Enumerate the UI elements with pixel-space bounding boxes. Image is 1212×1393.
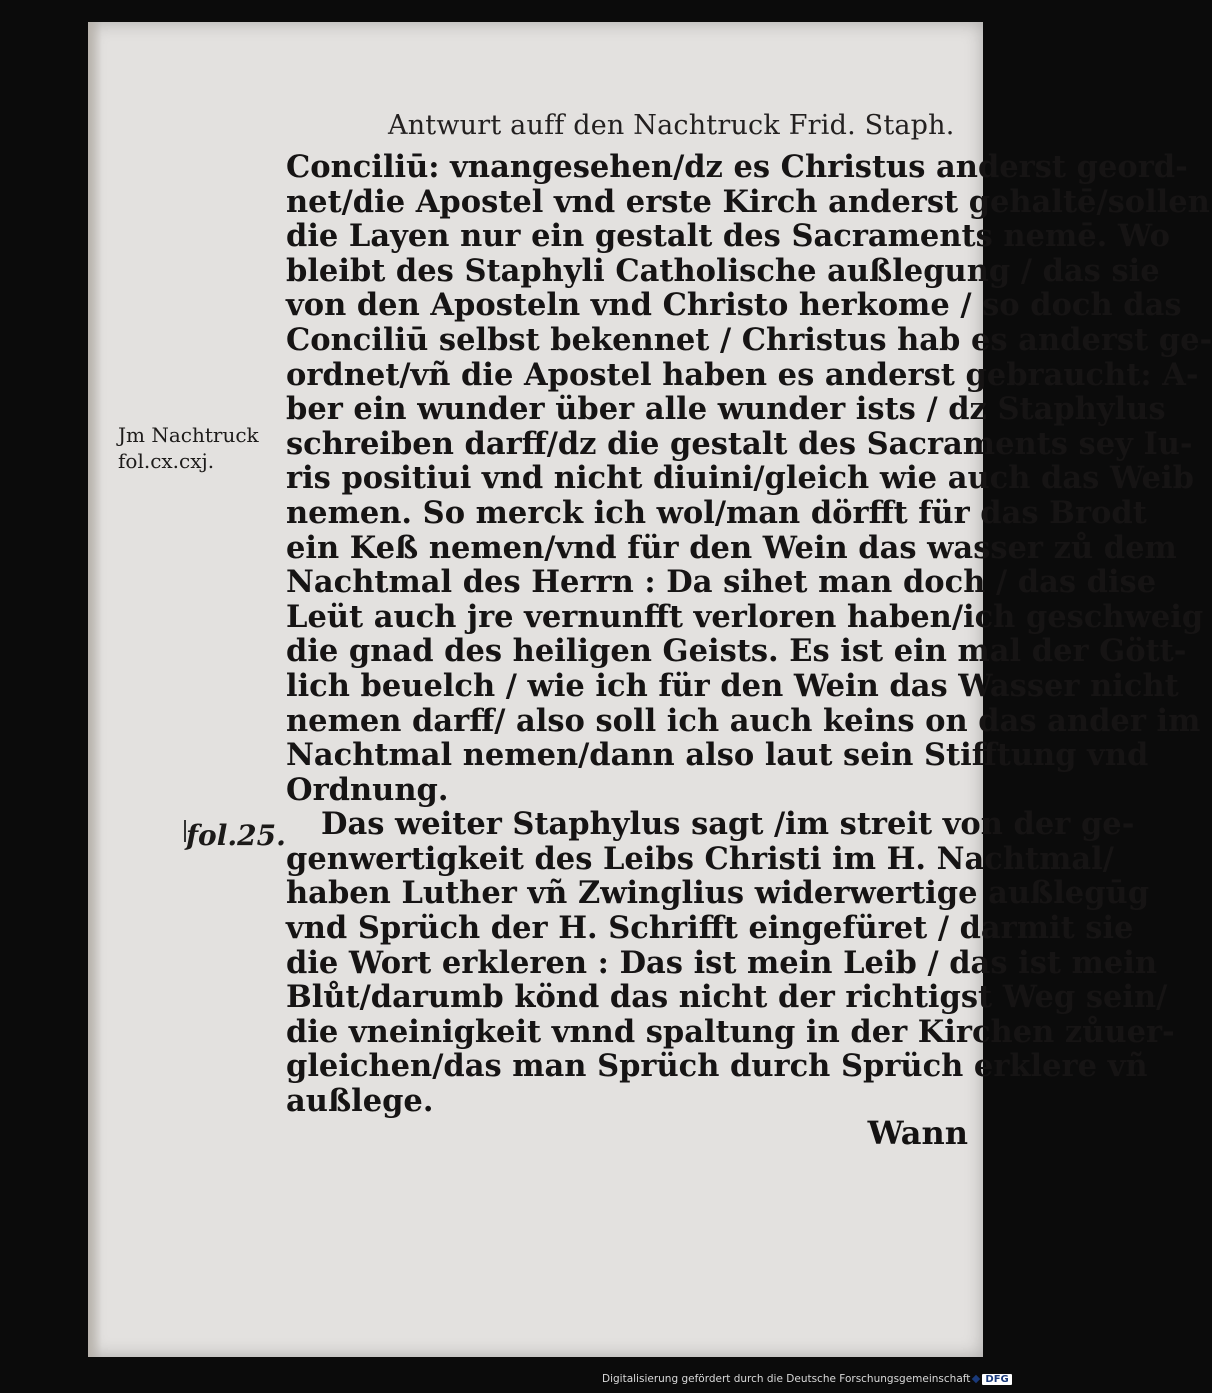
text-line: Leüt auch jre vernunfft verloren haben/ich geschweig (286, 598, 1204, 635)
text-line: von den Aposteln vnd Christo herkome / so doch das (286, 287, 1182, 324)
text-line: net/die Apostel vnd erste Kirch anderst gehaltē/sollen (286, 183, 1210, 220)
text-line: nemen. So merck ich wol/man dörfft für das Brodt (286, 494, 1147, 531)
margin-note (118, 422, 268, 474)
text-line: Das weiter Staphylus sagt /im streit von der ge- (321, 806, 1135, 843)
text-line: Blůt/darumb könd das nicht der richtigst Weg sein/ (286, 979, 1168, 1016)
margin-note-line: fol.cx.cxj. (118, 449, 215, 473)
main-text (286, 149, 1212, 1120)
footer-text: Digitalisierung gefördert durch die Deutsche Forschungsgemeinschaft (602, 1373, 971, 1385)
text-line: Conciliū selbst bekennet / Christus hab es anderst ge- (286, 321, 1212, 358)
text-line: bleibt des Staphyli Catholische außlegung / das sie (286, 252, 1160, 289)
funding-footer (602, 1373, 1012, 1391)
margin-note-line: Jm Nachtruck (118, 423, 259, 447)
dfg-logo: DFG (982, 1374, 1011, 1385)
dfg-diamond-icon (972, 1375, 980, 1383)
text-line: ris positiui vnd nicht diuini/gleich wie auch das Weib (286, 460, 1194, 497)
text-line: Conciliū: vnangesehen/dz es Christus anderst geord- (286, 149, 1188, 185)
text-line: haben Luther vñ Zwinglius widerwertige außlegūg (286, 875, 1150, 912)
catchword: Wann (867, 1114, 968, 1152)
text-line: ordnet/vñ die Apostel haben es anderst gebraucht: A- (286, 356, 1199, 393)
text-line: nemen darff/ also soll ich auch keins on das ander im (286, 702, 1201, 739)
text-line: außlege. (286, 1083, 434, 1120)
text-line: die Wort erkleren : Das ist mein Leib / das ist mein (286, 944, 1158, 981)
text-line: genwertigkeit des Leibs Christi im H. Nachtmal/ (286, 840, 1114, 877)
text-line: ein Keß nemen/vnd für den Wein das wasser zů dem (286, 529, 1177, 566)
text-line: Nachtmal nemen/dann also laut sein Stifftung vnd (286, 737, 1149, 774)
text-line: Nachtmal des Herrn : Da sihet man doch / das dise (286, 564, 1157, 601)
folio-reference: fol.25. (186, 819, 286, 852)
text-line: vnd Sprüch der H. Schrifft eingefüret / darmit sie (286, 910, 1134, 947)
text-line: ber ein wunder über alle wunder ists / dz Staphylus (286, 391, 1166, 428)
text-line: die Layen nur ein gestalt des Sacraments nemē. Wo (286, 218, 1170, 255)
text-line: lich beuelch / wie ich für den Wein das Wasser nicht (286, 667, 1179, 704)
text-line: schreiben darff/dz die gestalt des Sacraments sey Iu- (286, 425, 1193, 462)
running-head: Antwurt auff den Nachtruck Frid. Staph. (388, 110, 955, 141)
text-line: Ordnung. (286, 771, 449, 808)
text-line: die gnad des heiligen Geists. Es ist ein mal der Gött- (286, 633, 1187, 670)
book-page (88, 22, 1212, 1357)
text-line: die vneinigkeit vnnd spaltung in der Kirchen zůuer- (286, 1013, 1175, 1050)
text-line: gleichen/das man Sprüch durch Sprüch erklere vñ (286, 1048, 1148, 1085)
